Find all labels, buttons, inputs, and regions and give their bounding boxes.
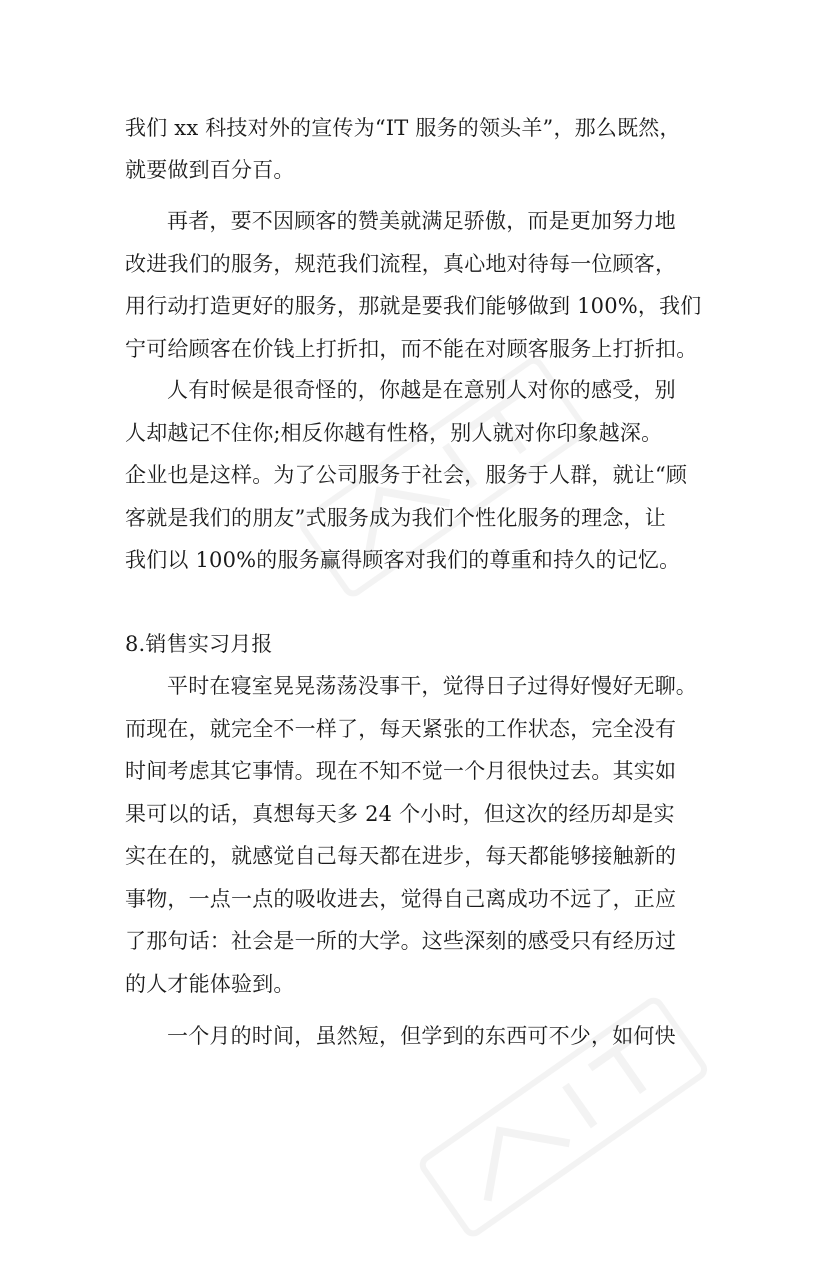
text-line: 人却越记不住你;相反你越有性格，别人就对你印象越深。 <box>125 421 663 445</box>
paragraph-start-line: 一个月的时间，虽然短，但学到的东西可不少，如何快 <box>167 1024 676 1048</box>
text-line: 用行动打造更好的服务，那就是要我们能够做到 100%，我们 <box>125 294 702 318</box>
text-line: 果可以的话，真想每天多 24 个小时，但这次的经历却是实 <box>125 802 675 826</box>
text-line: 了那句话：社会是一所的大学。这些深刻的感受只有经历过 <box>125 929 677 953</box>
section-heading: 8.销售实习月报 <box>125 632 273 656</box>
text-line: 我们 xx 科技对外的宣传为“IT 服务的领头羊”，那么既然， <box>125 116 681 140</box>
text-line: 事物，一点一点的吸收进去，觉得自己离成功不远了，正应 <box>125 887 677 911</box>
text-line: 改进我们的服务，规范我们流程，真心地对待每一位顾客， <box>125 252 677 276</box>
text-line: 企业也是这样。为了公司服务于社会，服务于人群，就让“顾 <box>125 463 688 487</box>
text-line: 实在在的，就感觉自己每天都在进步，每天都能够接触新的 <box>125 844 677 868</box>
text-line: 时间考虑其它事情。现在不知不觉一个月很快过去。其实如 <box>125 759 677 783</box>
text-line: 就要做到百分百。 <box>125 158 295 182</box>
paragraph-start-line: 再者，要不因顾客的赞美就满足骄傲，而是更加努力地 <box>167 209 676 233</box>
text-line: 而现在，就完全不一样了，每天紧张的工作状态，完全没有 <box>125 717 677 741</box>
paragraph-start-line: 平时在寝室晃晃荡荡没事干，觉得日子过得好慢好无聊。 <box>167 674 697 698</box>
text-line: 客就是我们的朋友”式服务成为我们个性化服务的理念，让 <box>125 506 666 530</box>
paragraph-start-line: 人有时候是很奇怪的，你越是在意别人对你的感受，别 <box>167 378 676 402</box>
text-line: 我们以 100%的服务赢得顾客对我们的尊重和持久的记忆。 <box>125 548 681 572</box>
text-line: 的人才能体验到。 <box>125 972 295 996</box>
text-line: 宁可给顾客在价钱上打折扣，而不能在对顾客服务上打折扣。 <box>125 337 698 361</box>
